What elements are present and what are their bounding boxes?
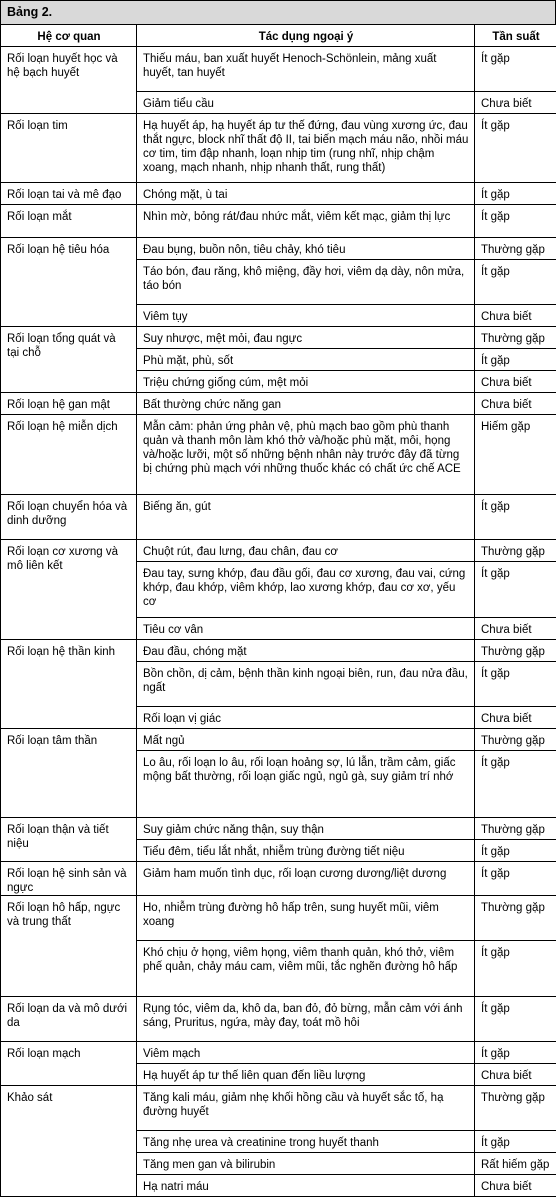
adverse-effect-cell: Táo bón, đau răng, khô miệng, đầy hơi, viêm dạ dày, nôn mửa, táo bón [137,260,475,305]
adverse-effect-cell: Bất thường chức năng gan [137,393,475,415]
table-row [1,997,556,1042]
adverse-effect-cell: Bồn chồn, dị cảm, bệnh thần kinh ngoại biên, run, đau nửa đầu, ngất [137,662,475,707]
adverse-effects-table [0,24,556,1197]
table-row [1,205,556,238]
organ-system-cell: Rối loạn hô hấp, ngực và trung thất [1,896,137,997]
organ-system-cell: Rối loạn tim [1,114,137,183]
frequency-cell: Chưa biết [475,393,556,415]
table-row [1,818,556,840]
organ-system-cell: Rối loạn huyết học và hệ bạch huyết [1,47,137,114]
header-frequency: Tần suất [475,25,556,47]
adverse-effect-cell: Suy nhược, mệt mỏi, đau ngực [137,327,475,349]
adverse-effect-cell: Triệu chứng giống cúm, mệt mỏi [137,371,475,393]
table-row [1,183,556,205]
frequency-cell: Thường gặp [475,896,556,941]
organ-system-cell: Rối loạn hệ gan mật [1,393,137,415]
frequency-cell: Thường gặp [475,540,556,562]
frequency-cell: Ít gặp [475,941,556,997]
table-row [1,415,556,495]
header-row [1,25,556,47]
frequency-cell: Ít gặp [475,1042,556,1064]
adverse-effect-cell: Hạ natri máu [137,1175,475,1197]
frequency-cell: Chưa biết [475,1064,556,1086]
table-row [1,393,556,415]
frequency-cell: Hiếm gặp [475,415,556,495]
frequency-cell: Chưa biết [475,92,556,114]
adverse-effect-cell: Tăng nhẹ urea và creatinine trong huyết thanh [137,1131,475,1153]
frequency-cell: Chưa biết [475,305,556,327]
adverse-effect-cell: Chuột rút, đau lưng, đau chân, đau cơ [137,540,475,562]
table-row [1,896,556,941]
organ-system-cell: Rối loạn tổng quát và tại chỗ [1,327,137,393]
frequency-cell: Rất hiếm gặp [475,1153,556,1175]
table-row [1,729,556,751]
header-adverse-effect: Tác dụng ngoại ý [137,25,475,47]
frequency-cell: Ít gặp [475,997,556,1042]
frequency-cell: Ít gặp [475,495,556,540]
adverse-effect-cell: Mẫn cảm: phản ứng phản vệ, phù mạch bao gồm phù thanh quản và thanh môn làm khó thở và/hoặc phù mặt, môi, họng và/hoặc lưỡi, một số những bệnh nhân này trước đây đã từng bị chứng phù mạch với những thuốc khác có chất ức chế ACE [137,415,475,495]
adverse-effect-cell: Chóng mặt, ù tai [137,183,475,205]
organ-system-cell: Rối loạn hệ miễn dịch [1,415,137,495]
adverse-effect-cell: Hạ huyết áp tư thế liên quan đến liều lượng [137,1064,475,1086]
frequency-cell: Thường gặp [475,238,556,260]
table-row [1,114,556,183]
table-row [1,862,556,896]
frequency-cell: Ít gặp [475,260,556,305]
adverse-effect-cell: Suy giảm chức năng thận, suy thận [137,818,475,840]
frequency-cell: Chưa biết [475,707,556,729]
frequency-cell: Ít gặp [475,562,556,618]
adverse-effect-cell: Hạ huyết áp, hạ huyết áp tư thế đứng, đau vùng xương ức, đau thắt ngực, block nhĩ thất độ II, tai biến mạch máu não, nhồi máu cơ tim, tim đập nhanh, loạn nhịp tim (rung nhĩ, nhịp chậm xoang, mạch nhanh, nhịp nhanh thất, rung thất) [137,114,475,183]
adverse-effect-cell: Đau đầu, chóng mặt [137,640,475,662]
table-row [1,495,556,540]
frequency-cell: Ít gặp [475,751,556,818]
frequency-cell: Thường gặp [475,818,556,840]
frequency-cell: Ít gặp [475,349,556,371]
frequency-cell: Ít gặp [475,862,556,896]
frequency-cell: Ít gặp [475,114,556,183]
adverse-effect-cell: Mất ngủ [137,729,475,751]
table-body [1,47,556,1197]
frequency-cell: Chưa biết [475,1175,556,1197]
organ-system-cell: Rối loạn da và mô dưới da [1,997,137,1042]
organ-system-cell: Rối loạn thận và tiết niệu [1,818,137,862]
organ-system-cell: Rối loạn mạch [1,1042,137,1086]
adverse-effect-cell: Khó chịu ở họng, viêm họng, viêm thanh quản, khó thở, viêm phế quản, chảy máu cam, viêm mũi, tắc nghẽn đường hô hấp [137,941,475,997]
adverse-effect-cell: Tiêu cơ vân [137,618,475,640]
adverse-effect-cell: Biếng ăn, gút [137,495,475,540]
adverse-effect-cell: Phù mặt, phù, sốt [137,349,475,371]
table-row [1,47,556,92]
adverse-effect-cell: Giảm tiểu cầu [137,92,475,114]
adverse-effect-cell: Lo âu, rối loạn lo âu, rối loạn hoảng sợ, lú lẫn, trầm cảm, giấc mộng bất thường, rối loạn giấc ngủ, ngủ gà, suy giảm trí nhớ [137,751,475,818]
organ-system-cell: Rối loạn cơ xương và mô liên kết [1,540,137,640]
adverse-effect-cell: Rối loạn vị giác [137,707,475,729]
adverse-effect-cell: Viêm mạch [137,1042,475,1064]
organ-system-cell: Rối loạn hệ sinh sản và ngực [1,862,137,896]
adverse-effect-cell: Viêm tụy [137,305,475,327]
adverse-effect-cell: Tăng men gan và bilirubin [137,1153,475,1175]
table-row [1,238,556,260]
adverse-effect-cell: Giảm ham muốn tình dục, rối loạn cương dương/liệt dương [137,862,475,896]
adverse-effect-cell: Thiếu máu, ban xuất huyết Henoch-Schönlein, mảng xuất huyết, tan huyết [137,47,475,92]
frequency-cell: Ít gặp [475,1131,556,1153]
adverse-effect-cell: Rụng tóc, viêm da, khô da, ban đỏ, đỏ bừng, mẫn cảm với ánh sáng, Pruritus, ngứa, mày đay, toát mồ hôi [137,997,475,1042]
frequency-cell: Thường gặp [475,729,556,751]
organ-system-cell: Khảo sát [1,1086,137,1197]
frequency-cell: Ít gặp [475,205,556,238]
table-title: Bảng 2. [0,0,556,25]
table-row [1,327,556,349]
organ-system-cell: Rối loạn mắt [1,205,137,238]
organ-system-cell: Rối loạn chuyển hóa và dinh dưỡng [1,495,137,540]
adverse-effect-cell: Tăng kali máu, giảm nhẹ khối hồng cầu và huyết sắc tố, hạ đường huyết [137,1086,475,1131]
header-organ-system: Hệ cơ quan [1,25,137,47]
adverse-effect-cell: Tiểu đêm, tiểu lắt nhắt, nhiễm trùng đường tiết niệu [137,840,475,862]
organ-system-cell: Rối loạn hệ thần kinh [1,640,137,729]
organ-system-cell: Rối loạn hệ tiêu hóa [1,238,137,327]
adverse-effect-cell: Ho, nhiễm trùng đường hô hấp trên, sung huyết mũi, viêm xoang [137,896,475,941]
adverse-effect-cell: Nhìn mờ, bỏng rát/đau nhức mắt, viêm kết mạc, giảm thị lực [137,205,475,238]
organ-system-cell: Rối loạn tai và mê đạo [1,183,137,205]
table-row [1,1042,556,1064]
frequency-cell: Ít gặp [475,840,556,862]
adverse-effect-cell: Đau tay, sưng khớp, đau đầu gối, đau cơ xương, đau vai, cứng khớp, đau khớp, viêm khớp, lao xương khớp, đau cơ xơ, yếu cơ [137,562,475,618]
frequency-cell: Thường gặp [475,640,556,662]
frequency-cell: Thường gặp [475,1086,556,1131]
organ-system-cell: Rối loạn tâm thần [1,729,137,818]
table-row [1,1086,556,1131]
adverse-effect-cell: Đau bụng, buồn nôn, tiêu chảy, khó tiêu [137,238,475,260]
frequency-cell: Thường gặp [475,327,556,349]
table-row [1,640,556,662]
frequency-cell: Ít gặp [475,662,556,707]
frequency-cell: Chưa biết [475,618,556,640]
frequency-cell: Ít gặp [475,47,556,92]
table-row [1,540,556,562]
frequency-cell: Ít gặp [475,183,556,205]
frequency-cell: Chưa biết [475,371,556,393]
